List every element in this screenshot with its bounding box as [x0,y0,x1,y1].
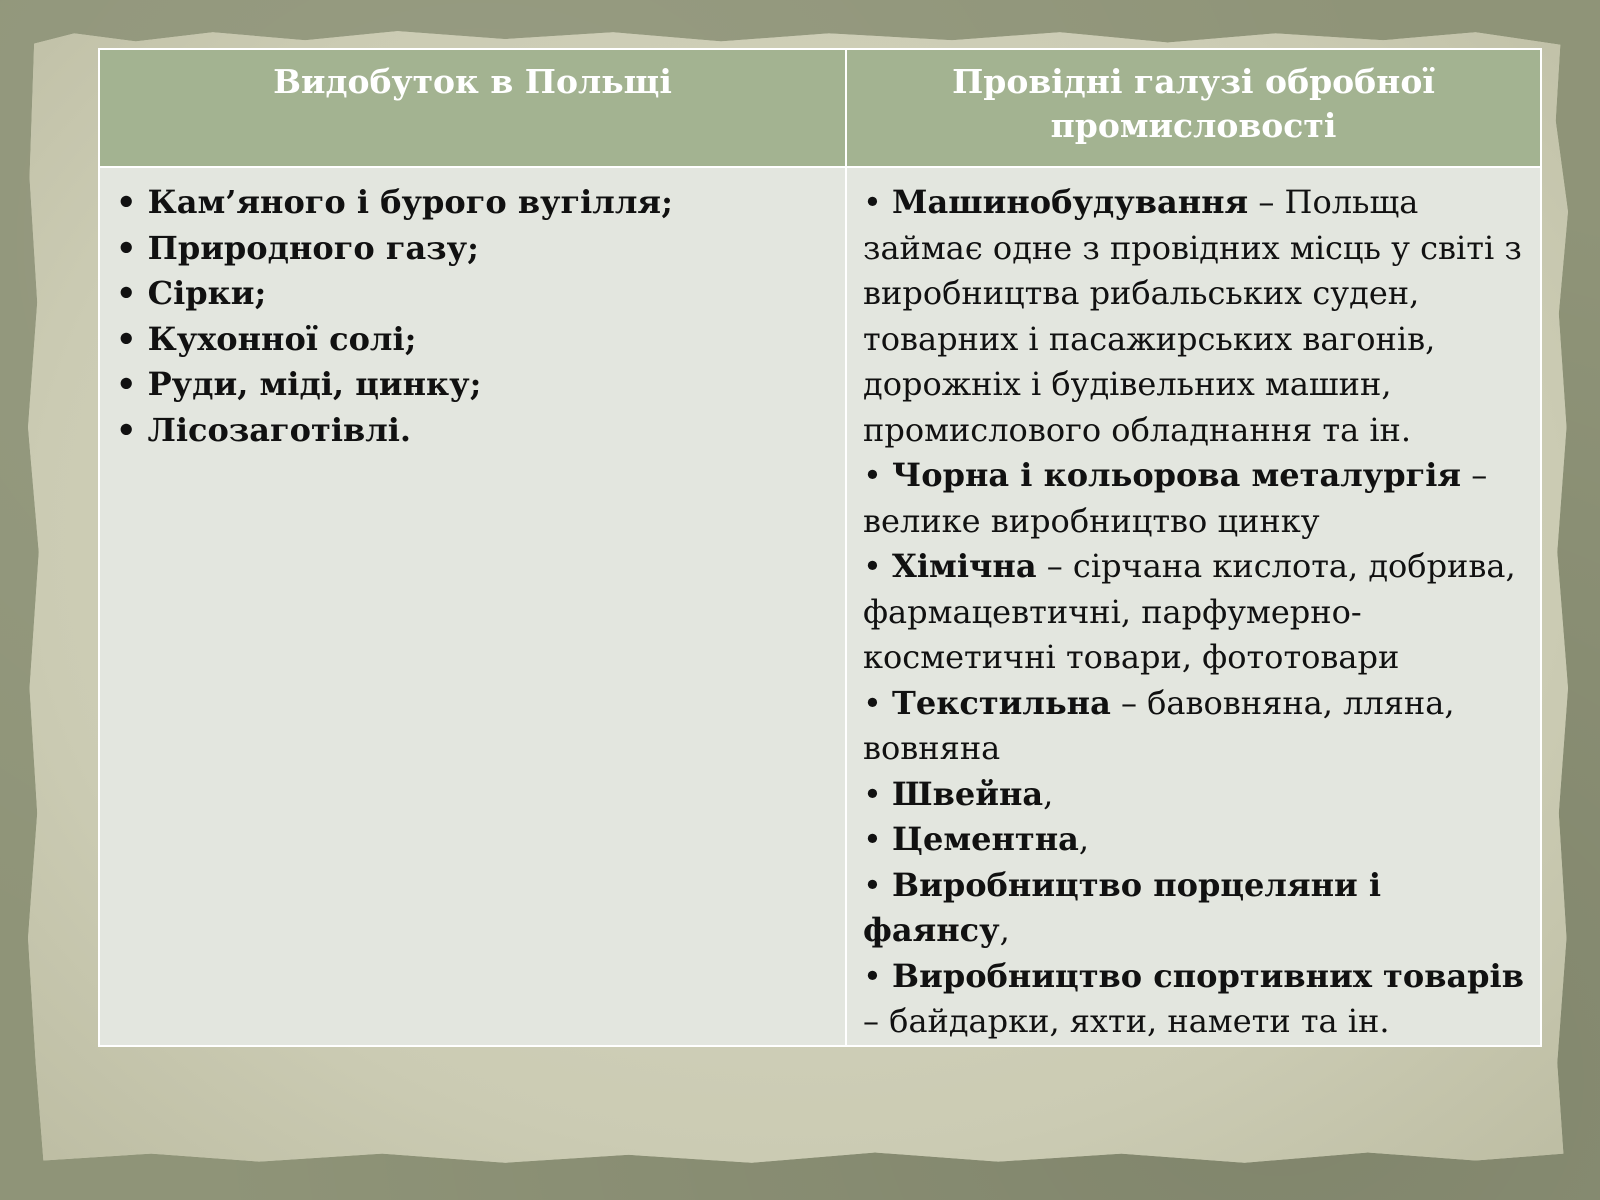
industry-description: – бавовняна, лляна, вовняна [863,683,1455,767]
list-item: • Хімічна – сірчана кислота, добрива, фармацевтичні, парфумерно-косметичні товари, фототовари [863,547,1516,676]
industry-description: – сірчана кислота, добрива, фармацевтичні, парфумерно-косметичні товари, фототовари [863,547,1516,676]
list-item: • Машинобудування – Польща займає одне з провідних місць у світі з виробництва рибальських суден, товарних і пасажирських вагонів, дорожніх і будівельних машин, промислового обладнання та ін. [863,183,1522,449]
industry-description: , [1078,820,1090,858]
list-item: • Текстильна – бавовняна, лляна, вовняна [863,683,1455,767]
industry-description: , [1043,774,1054,813]
industry-title: Текстильна [892,683,1111,722]
mining-item-sulfur: Сірки; [147,274,267,312]
industry-title: Чорна і кольорова металургія [892,456,1462,494]
manufacturing-cell [846,167,1541,1046]
table-header-row [99,49,1541,167]
mining-item-gas: Природного газу; [147,228,479,267]
industry-table [98,48,1542,1047]
list-item: • Виробництво порцеляни і фаянсу, [863,865,1382,949]
industry-title: Швейна [892,774,1044,813]
list-item: • Руди, міді, цинку; [116,365,482,403]
list-item: • Чорна і кольорова металургія – велике виробництво цинку [863,456,1488,540]
list-item: • Цементна, [863,820,1090,858]
industry-description: – байдарки, яхти, намети та ін. [863,1002,1390,1040]
header-mining: Видобуток в Польщі [99,49,846,167]
industry-description: , [999,911,1010,949]
mining-cell [99,167,846,1046]
list-item: • Кам’яного і бурого вугілля; [116,183,673,221]
table-body-row [99,167,1541,1046]
list-item: • Лісозаготівлі. [116,410,412,449]
mining-item-ores: Руди, міді, цинку; [147,365,482,403]
industry-title: Машинобудування [892,183,1249,221]
list-item: • Кухонної солі; [116,319,417,358]
header-manufacturing: Провідні галузі обробної промисловості [846,49,1541,167]
mining-item-logging: Лісозаготівлі. [147,410,412,449]
mining-item-coal: Кам’яного і бурого вугілля; [147,183,673,221]
industry-title: Хімічна [892,547,1037,585]
industry-title: Цементна [892,820,1079,858]
list-item: • Сірки; [116,274,267,312]
industry-title: Виробництво спортивних товарів [892,956,1524,995]
mining-item-salt: Кухонної солі; [147,319,417,358]
list-item: • Швейна, [863,774,1054,813]
industry-title: Виробництво порцеляни і фаянсу [863,865,1382,949]
list-item: • Виробництво спортивних товарів – байдарки, яхти, намети та ін. [863,956,1524,1040]
industry-description: – велике виробництво цинку [863,456,1488,540]
industry-description: – Польща займає одне з провідних місць у світі з виробництва рибальських суден, товарних і пасажирських вагонів, дорожніх і будівельних машин, промислового обладнання та ін. [863,183,1522,449]
list-item: • Природного газу; [116,228,479,267]
